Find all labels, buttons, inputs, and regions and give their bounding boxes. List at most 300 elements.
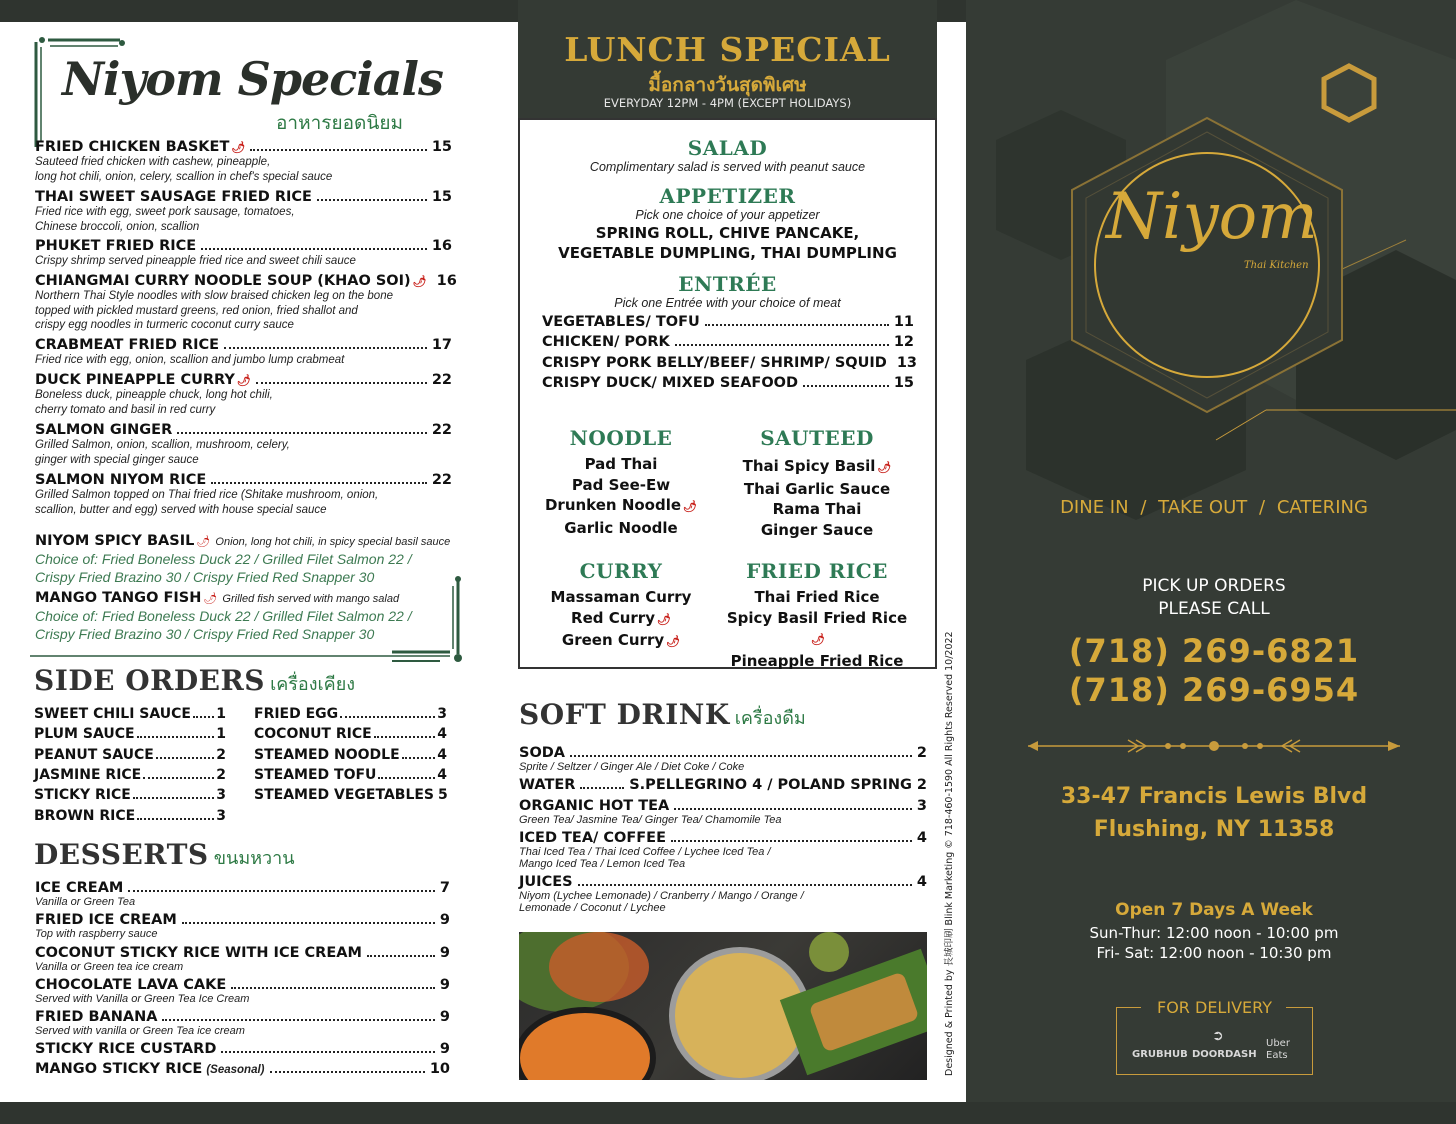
desserts-header (34, 838, 295, 872)
sauteed-list (719, 456, 915, 540)
lunch-option-label: Pineapple Fried Rice (730, 651, 904, 670)
item-row (35, 1009, 450, 1025)
side-price: 3 (216, 807, 226, 824)
item-name: FRIED ICE CREAM (35, 912, 177, 928)
salad-bowl-image (549, 932, 649, 1002)
item-name: CRISPY PORK BELLY/BEEF/ SHRIMP/ SQUID (542, 354, 887, 371)
dot-leader (270, 1071, 425, 1073)
item-row (542, 314, 914, 330)
noodle-list (523, 454, 719, 538)
lunch-option-label: Spicy Basil Fried Rice (726, 608, 908, 627)
item-name: PHUKET FRIED RICE (35, 238, 197, 254)
address-line-2: Flushing, NY 11358 (1093, 817, 1335, 842)
special-item (35, 372, 452, 417)
entree-item (542, 314, 914, 330)
arrow-divider (1028, 736, 1400, 756)
appetizer-heading: APPETIZER (659, 184, 796, 208)
delivery-title: FOR DELIVERY (1157, 998, 1272, 1017)
dot-leader (250, 149, 427, 151)
brand-panel (966, 0, 1456, 1102)
lunch-option (523, 608, 719, 631)
entree-item (542, 375, 914, 391)
side-order-row (254, 767, 447, 783)
lunch-option (523, 475, 719, 496)
item-name: CHOCOLATE LAVA CAKE (35, 977, 227, 993)
dot-leader (133, 797, 214, 799)
chili-icon: 🌶 (231, 141, 246, 154)
special-item (35, 238, 452, 269)
noodle-column (523, 426, 719, 538)
side-price: 3 (437, 706, 447, 722)
dot-leader (128, 890, 435, 892)
sauce-bowl-image (809, 932, 849, 972)
doordash-icon: ➲ (1212, 1028, 1224, 1044)
item-price: 13 (896, 354, 918, 371)
lunch-option-label: Garlic Noodle (564, 518, 678, 537)
dot-leader (374, 736, 436, 738)
item-price: 9 (439, 945, 450, 961)
side-order-row (254, 747, 447, 763)
spicy-basil-desc: Onion, long hot chili, in spicy special basil sauce (215, 536, 451, 548)
lunch-header (518, 0, 937, 118)
lunch-option-label: Thai Garlic Sauce (743, 479, 891, 498)
lunch-option-label: Pad Thai (584, 455, 658, 473)
item-row (35, 372, 452, 388)
dot-leader (224, 347, 427, 349)
side-price: 5 (438, 787, 448, 804)
mango-tango-choice-2: Crispy Fried Brazino 30 / Crispy Fried Red Snapper 30 (35, 625, 375, 642)
dot-leader (578, 884, 912, 886)
side-order-row (34, 747, 226, 763)
dot-leader (143, 777, 214, 779)
dot-leader (211, 482, 427, 484)
side-order-row (254, 706, 447, 722)
side-price: 4 (437, 726, 447, 743)
side-order-row (254, 726, 447, 742)
fried-rice-list (719, 587, 915, 671)
item-price: 10 (429, 1061, 450, 1077)
drink-description: Thai Iced Tea / Thai Iced Coffee / Lychee Iced Tea / (519, 846, 771, 858)
logo-name: Niyom (1106, 180, 1318, 254)
side-price: 1 (216, 706, 226, 722)
side-name: COCONUT RICE (254, 726, 372, 743)
item-price: 4 (916, 874, 927, 890)
item-price: 3 (916, 798, 927, 814)
side-price: 2 (216, 746, 226, 763)
dessert-description: Vanilla or Green tea ice cream (35, 961, 184, 973)
drink-item (519, 874, 927, 914)
mango-tango-name: MANGO TANGO FISH (35, 590, 202, 606)
item-name: CHIANGMAI CURRY NOODLE SOUP (KHAO SOI) (35, 273, 411, 289)
dot-leader (378, 777, 435, 779)
item-name: WATER (519, 777, 576, 793)
lunch-option-label: Pad See-Ew (571, 475, 671, 494)
item-description: Fried rice with egg, sweet pork sausage, tomatoes, (35, 206, 295, 218)
address-line-1: 33-47 Francis Lewis Blvd (1060, 784, 1368, 809)
dot-leader (402, 757, 436, 759)
chili-icon: 🌶 (683, 500, 698, 513)
lunch-option (719, 520, 915, 541)
dessert-item (35, 880, 450, 908)
dot-leader (705, 324, 889, 326)
item-name: CRISPY DUCK/ MIXED SEAFOOD (542, 374, 799, 391)
item-price: 11 (893, 314, 914, 330)
item-description: ginger with special ginger sauce (35, 453, 199, 466)
service-take-out: TAKE OUT (1158, 497, 1248, 518)
item-name: ORGANIC HOT TEA (519, 798, 670, 814)
item-name: ICE CREAM (35, 880, 124, 896)
special-item (35, 139, 452, 184)
entree-item (542, 334, 914, 350)
item-name: SALMON GINGER (35, 422, 173, 438)
pickup-line-2: PLEASE CALL (1158, 599, 1270, 619)
drink-description: Green Tea/ Jasmine Tea/ Ginger Tea/ Chamomile Tea (519, 814, 782, 826)
specials-thai-title: อาหารยอดนิยม (276, 112, 404, 134)
side-name: PEANUT SAUCE (34, 746, 154, 763)
appetizer-line-1: SPRING ROLL, CHIVE PANCAKE, (595, 223, 860, 242)
side-name: STEAMED TOFU (254, 766, 377, 783)
dessert-description: Vanilla or Green Tea (35, 896, 136, 908)
item-row (542, 354, 918, 371)
entree-heading: ENTRÉE (678, 272, 777, 296)
lunch-option (523, 587, 719, 608)
item-row (35, 189, 452, 205)
item-description: Northern Thai Style noodles with slow braised chicken leg on the bone (35, 290, 393, 302)
dot-leader (671, 840, 912, 842)
hours-fri-sat: Fri- Sat: 12:00 noon - 10:30 pm (1096, 944, 1332, 962)
item-description: Crispy shrimp served pineapple fried rice and sweet chili sauce (35, 255, 356, 267)
desserts-title: DESSERTS (34, 838, 209, 871)
side-order-row (34, 808, 226, 824)
sauteed-column (719, 426, 915, 540)
special-item (35, 472, 452, 517)
drink-description: Sprite / Seltzer / Ginger Ale / Diet Coke / Coke (519, 761, 745, 773)
dessert-item (35, 912, 450, 940)
chili-icon: 🌶 (666, 635, 681, 648)
mango-tango-desc: Grilled fish served with mango salad (222, 593, 400, 605)
spicy-basil-name: NIYOM SPICY BASIL (35, 533, 195, 549)
item-price: 17 (431, 337, 452, 353)
service-separator: / (1140, 497, 1147, 518)
drinks-title: SOFT DRINK (519, 698, 730, 731)
lunch-title: LUNCH SPECIAL (564, 30, 891, 69)
item-row (542, 334, 914, 350)
lunch-option (719, 608, 915, 651)
drink-description: Niyom (Lychee Lemonade) / Cranberry / Mango / Orange / (519, 890, 804, 902)
item-description: Grilled Salmon, onion, scallion, mushroom, celery, (35, 439, 290, 451)
salad-desc: Complimentary salad is served with peanut sauce (589, 160, 866, 174)
dot-leader (675, 344, 889, 346)
lunch-option (719, 456, 915, 479)
uber-logo[interactable]: Uber (1266, 1038, 1290, 1049)
hours-sun-thu: Sun-Thur: 12:00 noon - 10:00 pm (1089, 924, 1339, 942)
eats-logo[interactable]: Eats (1266, 1050, 1288, 1061)
dessert-item (35, 1041, 450, 1057)
item-row (35, 337, 452, 353)
side-name: JASMINE RICE (34, 766, 142, 783)
side-name: PLUM SAUCE (34, 726, 135, 743)
dot-leader (193, 716, 214, 718)
item-name: CRABMEAT FRIED RICE (35, 337, 220, 353)
chili-icon: 🌶 (203, 592, 218, 605)
food-photo (519, 932, 927, 1080)
item-row (35, 1041, 450, 1057)
side-order-row (34, 726, 226, 742)
ornament-bottom-right (30, 576, 470, 666)
side-order-row (34, 787, 226, 803)
item-row (35, 977, 450, 993)
chili-icon: 🌶 (412, 275, 427, 288)
dot-leader (317, 199, 427, 201)
lunch-option-label: Red Curry (571, 608, 655, 627)
pickup-line-1: PICK UP ORDERS (1142, 576, 1286, 596)
item-row (519, 798, 927, 814)
dessert-description: Served with Vanilla or Green Tea Ice Cream (35, 993, 250, 1005)
item-price: 16 (436, 273, 457, 289)
side-order-row (34, 706, 226, 722)
item-name: MANGO STICKY RICE (35, 1061, 203, 1077)
dessert-description: Served with vanilla or Green Tea ice cream (35, 1025, 245, 1037)
curry-column (523, 559, 719, 653)
lunch-option-label: Drunken Noodle (544, 496, 682, 514)
item-description: Grilled Salmon topped on Thai fried rice (Shitake mushroom, onion, (35, 489, 379, 501)
side-name: BROWN RICE (34, 807, 136, 824)
item-name: JUICES (519, 874, 573, 890)
drinks-header (519, 698, 806, 732)
lunch-thai: มื้อกลางวันสุดพิเศษ (648, 74, 807, 96)
side-orders-header (34, 664, 355, 698)
lunch-option (523, 630, 719, 653)
side-name: STEAMED NOODLE (254, 746, 400, 763)
fried-rice-column (719, 559, 915, 671)
chili-icon: 🌶 (811, 633, 825, 646)
phone-1[interactable]: (718) 269-6821 (1068, 632, 1360, 670)
chili-icon: 🌶 (656, 612, 671, 626)
item-row (35, 422, 452, 438)
item-name: ICED TEA/ COFFEE (519, 830, 666, 846)
item-row (519, 777, 927, 793)
item-name: DUCK PINEAPPLE CURRY (35, 372, 235, 388)
spicy-basil-choice-2: Crispy Fried Brazino 30 / Crispy Fried Red Snapper 30 (35, 568, 375, 585)
item-description: cherry tomato and basil in red curry (35, 403, 216, 416)
item-description: scallion, butter and egg) served with house special sauce (35, 503, 327, 516)
item-description: topped with pickled mustard greens, red onion, fried shallot and (35, 304, 358, 317)
mango-tango-choice-1: Choice of: Fried Boneless Duck 22 / Grilled Filet Salmon 22 / (35, 607, 412, 624)
lunch-option (523, 518, 719, 539)
item-row (519, 874, 927, 890)
dot-leader (570, 755, 912, 757)
salad-heading: SALAD (687, 136, 768, 160)
item-price: 16 (431, 238, 452, 254)
dot-leader (137, 736, 215, 738)
item-row (35, 945, 450, 961)
side-price: 1 (216, 726, 226, 743)
item-row (35, 1061, 450, 1078)
item-name: COCONUT STICKY RICE WITH ICE CREAM (35, 945, 362, 961)
item-row (542, 375, 914, 391)
item-price: 2 (916, 745, 927, 761)
item-price: 15 (431, 139, 452, 155)
lunch-option (719, 479, 915, 500)
dessert-item (35, 1009, 450, 1037)
item-price: 4 (916, 830, 927, 846)
lunch-hours: EVERYDAY 12PM - 4PM (EXCEPT HOLIDAYS) (603, 96, 852, 110)
curry-heading: CURRY (579, 559, 663, 583)
logo-subtitle: Thai Kitchen (1244, 260, 1309, 271)
item-price: 22 (431, 472, 452, 488)
desserts-thai: ขนมหวาน (213, 848, 295, 869)
item-description: Chinese broccoli, onion, scallion (35, 220, 200, 233)
dot-leader (256, 382, 427, 384)
dot-leader (580, 787, 624, 789)
item-description: Fried rice with egg, onion, scallion and jumbo lump crabmeat (35, 354, 345, 366)
side-order-row (254, 787, 447, 803)
item-price: 12 (893, 334, 914, 351)
item-price: 9 (439, 912, 450, 928)
item-description: long hot chili, onion, celery, scallion in chef's special sauce (35, 170, 333, 183)
dot-leader (231, 987, 435, 989)
noodle-heading: NOODLE (569, 426, 673, 450)
side-name: STICKY RICE (34, 787, 131, 804)
drink-item (519, 777, 927, 793)
lunch-option-label: Rama Thai (772, 500, 862, 518)
item-price: S.PELLEGRINO 4 / POLAND SPRING 2 (629, 777, 927, 793)
item-row (35, 273, 457, 289)
lunch-option-label: Ginger Sauce (760, 520, 874, 539)
dessert-item (35, 945, 450, 973)
item-name: FRIED CHICKEN BASKET (35, 139, 230, 155)
lunch-salad (518, 136, 937, 175)
dot-leader (340, 716, 435, 718)
item-price: 22 (431, 422, 452, 438)
item-name: FRIED BANANA (35, 1009, 158, 1025)
curry-list (523, 587, 719, 653)
service-separator: / (1259, 497, 1266, 518)
logo-hexagon (1052, 110, 1362, 420)
special-item (35, 189, 452, 234)
item-name: SODA (519, 745, 566, 761)
dot-leader (137, 818, 214, 820)
item-row (35, 139, 452, 155)
spicy-basil-choice-1: Choice of: Fried Boneless Duck 22 / Grilled Filet Salmon 22 / (35, 550, 412, 567)
dot-leader (156, 757, 214, 759)
dot-leader (177, 432, 427, 434)
side-price: 4 (437, 766, 447, 783)
drink-description: Mango Iced Tea / Lemon Iced Tea (519, 858, 686, 870)
dessert-description: Top with raspberry sauce (35, 928, 158, 940)
chili-icon: 🌶 (877, 461, 892, 474)
item-note: (Seasonal) (206, 1064, 265, 1076)
item-price: 9 (439, 1041, 450, 1057)
item-name: STICKY RICE CUSTARD (35, 1041, 217, 1057)
item-description: crispy egg noodles in turmeric coconut curry sauce (35, 319, 294, 331)
services-line (966, 497, 1456, 518)
side-price: 4 (437, 746, 447, 763)
item-description: Sauteed fried chicken with cashew, pineapple, (35, 156, 271, 168)
drink-description: Lemonade / Coconut / Lychee (519, 902, 666, 914)
sauteed-heading: SAUTEED (760, 426, 874, 450)
credit-line: Designed & Printed by 長城印刷 Blink Marketing © 718-460-1590 All Rights Reserved 10/2022 (944, 631, 955, 1076)
drink-item (519, 745, 927, 773)
lunch-option-label: Thai Spicy Basil (742, 457, 876, 475)
dot-leader (221, 1051, 435, 1053)
lunch-option-label: Thai Fried Rice (754, 588, 880, 606)
dessert-item (35, 977, 450, 1005)
dot-leader (162, 1019, 434, 1021)
side-orders-title: SIDE ORDERS (34, 664, 265, 697)
side-name: SWEET CHILI SAUCE (34, 706, 191, 722)
fried-rice-heading: FRIED RICE (746, 559, 888, 583)
item-row (519, 745, 927, 761)
lunch-option (719, 499, 915, 520)
item-price: 15 (431, 189, 452, 205)
open-days: Open 7 Days A Week (1115, 900, 1313, 920)
special-item (35, 273, 457, 333)
item-price: 15 (893, 374, 914, 391)
item-price: 22 (431, 372, 452, 388)
drink-item (519, 798, 927, 826)
side-price: 2 (216, 766, 226, 783)
dot-leader (201, 248, 427, 250)
dessert-item (35, 1061, 450, 1078)
lunch-appetizer (518, 184, 937, 264)
special-item (35, 337, 452, 368)
dot-leader (674, 808, 912, 810)
item-price: 9 (439, 977, 450, 993)
lunch-option-label: Green Curry (561, 631, 665, 649)
item-name: CHICKEN/ PORK (542, 334, 670, 351)
curry-bowl-image (519, 1007, 656, 1080)
lunch-option (719, 651, 915, 672)
lunch-option (523, 495, 719, 518)
service-catering: CATERING (1276, 497, 1368, 518)
side-price: 3 (216, 787, 226, 804)
side-order-row (34, 767, 226, 783)
phone-2[interactable]: (718) 269-6954 (1068, 671, 1360, 709)
dot-leader (803, 385, 889, 387)
item-row (35, 238, 452, 254)
side-name: FRIED EGG (254, 706, 339, 722)
entree-desc: Pick one Entrée with your choice of meat (614, 296, 841, 310)
drinks-thai: เครื่องดืม (734, 708, 806, 729)
side-name: STEAMED VEGETABLES (254, 787, 435, 804)
specials-title: Niyom Specials (62, 52, 443, 106)
item-row (35, 880, 450, 896)
item-name: VEGETABLES/ TOFU (542, 314, 700, 330)
item-description: Boneless duck, pineapple chuck, long hot chili, (35, 389, 273, 401)
lunch-option (719, 587, 915, 608)
item-row (35, 912, 450, 928)
special-item (35, 422, 452, 467)
lunch-option (523, 454, 719, 475)
item-name: SALMON NIYOM RICE (35, 472, 207, 488)
dot-leader (367, 955, 435, 957)
lunch-entree (518, 272, 937, 311)
item-row (519, 830, 927, 846)
appetizer-line-2: VEGETABLE DUMPLING, THAI DUMPLING (558, 244, 897, 262)
item-row (35, 472, 452, 488)
dot-leader (182, 922, 435, 924)
item-price: 7 (439, 880, 450, 896)
item-name: THAI SWEET SAUSAGE FRIED RICE (35, 189, 312, 205)
item-price: 9 (439, 1009, 450, 1025)
doordash-logo[interactable]: DOORDASH (1192, 1049, 1257, 1060)
lunch-option-label: Massaman Curry (550, 588, 692, 606)
grubhub-logo[interactable]: GRUBHUB (1132, 1049, 1188, 1060)
appetizer-desc: Pick one choice of your appetizer (635, 208, 820, 222)
drink-item (519, 830, 927, 870)
entree-item (542, 354, 918, 371)
